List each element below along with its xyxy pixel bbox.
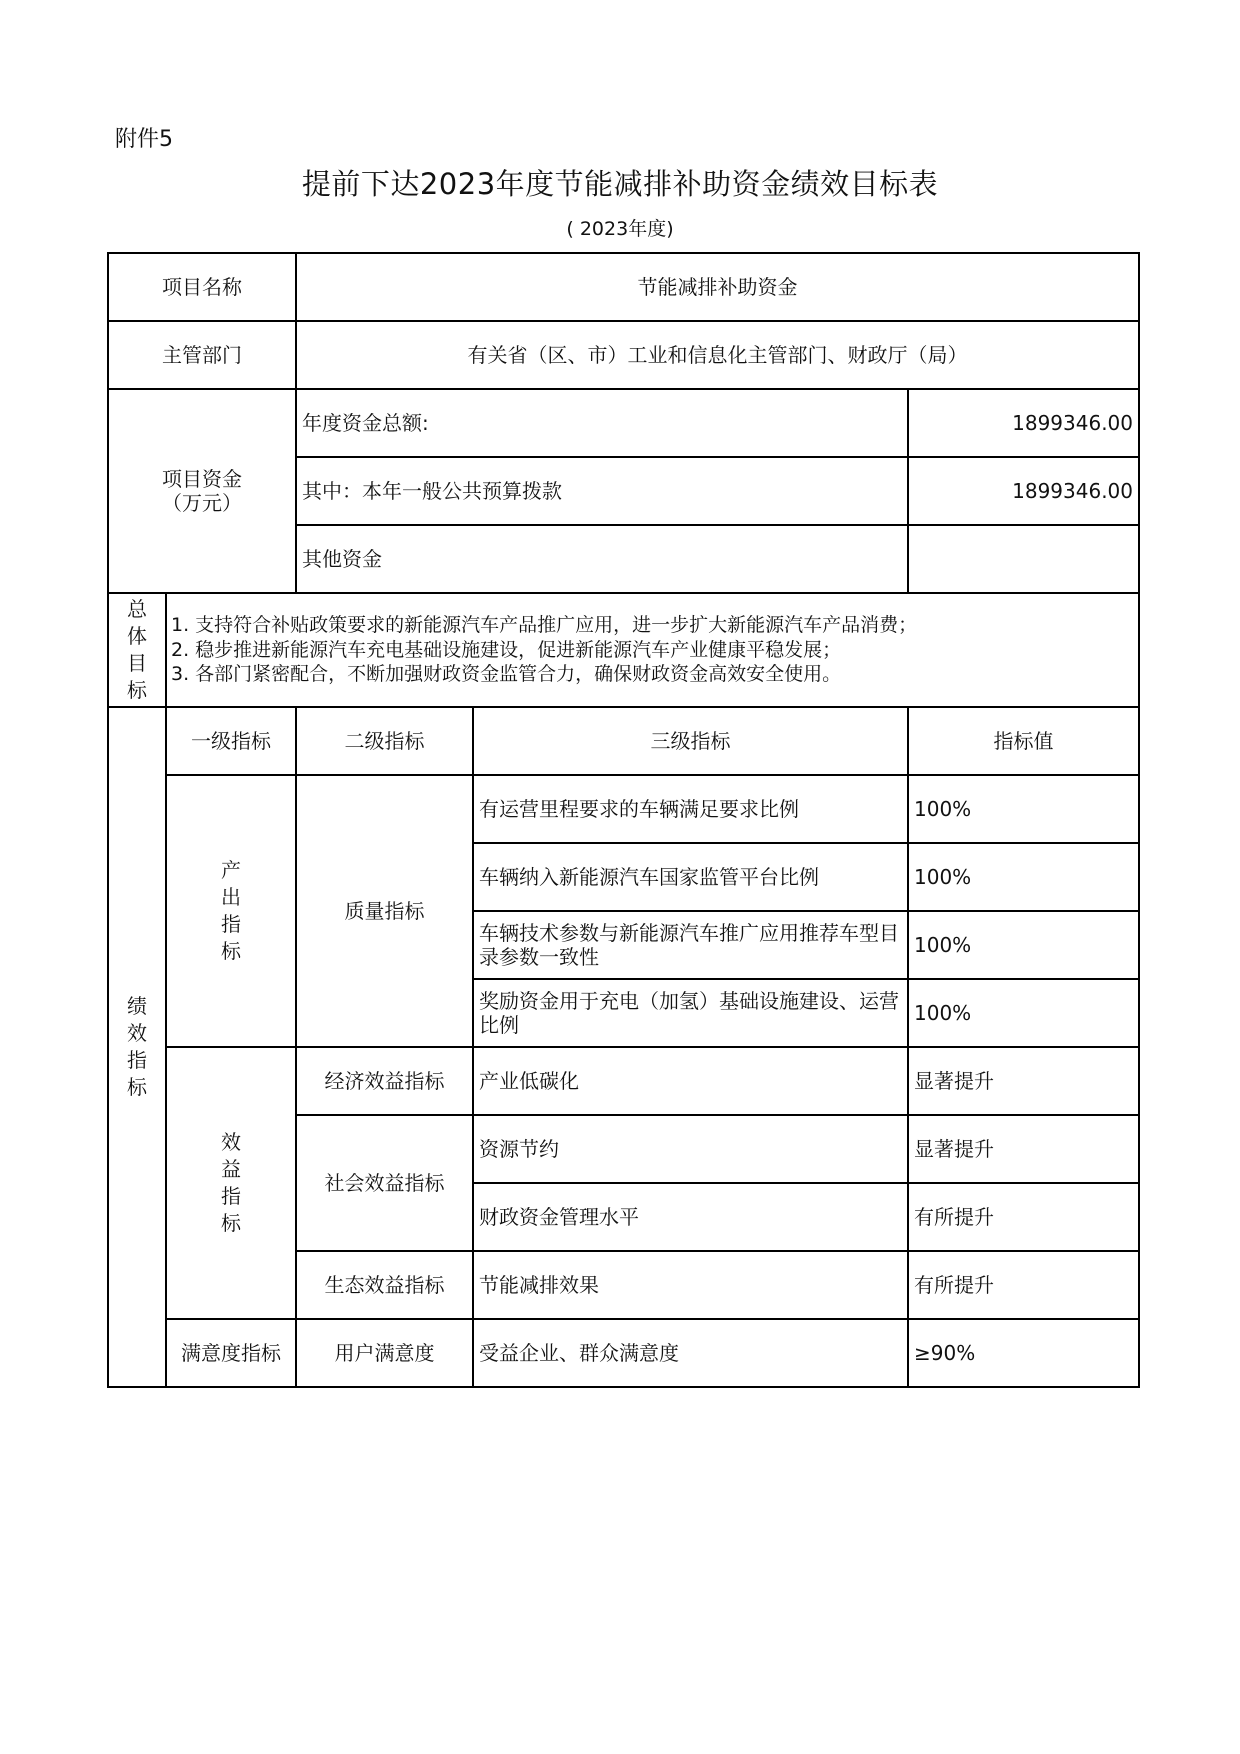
overall-goals-content — [166, 593, 1139, 707]
output-indicators-label: 产出指标 — [166, 775, 296, 1047]
header-value: 指标值 — [908, 707, 1139, 775]
fund-other-label: 其他资金 — [296, 525, 908, 593]
indicator-value: 有所提升 — [908, 1251, 1139, 1319]
indicator-name: 受益企业、群众满意度 — [473, 1319, 908, 1387]
indicator-value: ≥90% — [908, 1319, 1139, 1387]
table-row — [108, 775, 1139, 843]
indicator-header-row — [108, 707, 1139, 775]
project-name-value: 节能减排补助资金 — [296, 253, 1139, 321]
indicator-value: 100% — [908, 911, 1139, 979]
eco-benefit-label: 生态效益指标 — [296, 1251, 473, 1319]
project-fund-label — [108, 389, 296, 593]
indicator-name: 奖励资金用于充电（加氢）基础设施建设、运营比例 — [473, 979, 908, 1047]
social-benefit-label: 社会效益指标 — [296, 1115, 473, 1251]
indicator-value: 显著提升 — [908, 1047, 1139, 1115]
fund-budget-label: 其中：本年一般公共预算拨款 — [296, 457, 908, 525]
header-level2: 二级指标 — [296, 707, 473, 775]
indicator-name: 产业低碳化 — [473, 1047, 908, 1115]
satisfaction-indicators-label: 满意度指标 — [166, 1319, 296, 1387]
fund-total-label: 年度资金总额: — [296, 389, 908, 457]
indicator-value: 有所提升 — [908, 1183, 1139, 1251]
header-level1: 一级指标 — [166, 707, 296, 775]
indicator-name: 资源节约 — [473, 1115, 908, 1183]
table-row — [108, 1319, 1139, 1387]
indicator-name: 车辆纳入新能源汽车国家监管平台比例 — [473, 843, 908, 911]
indicator-name: 节能减排效果 — [473, 1251, 908, 1319]
attachment-label: 附件5 — [115, 127, 173, 152]
goal-item: 1. 支持符合补贴政策要求的新能源汽车产品推广应用，进一步扩大新能源汽车产品消费； — [171, 613, 918, 636]
overall-goals-label: 总体目标 — [108, 593, 166, 707]
user-satisfaction-label: 用户满意度 — [296, 1319, 473, 1387]
indicator-value: 100% — [908, 979, 1139, 1047]
goal-item: 3. 各部门紧密配合，不断加强财政资金监管合力，确保财政资金高效安全使用。 — [171, 663, 842, 686]
fund-other-value — [908, 525, 1139, 593]
department-label: 主管部门 — [108, 321, 296, 389]
indicator-value: 显著提升 — [908, 1115, 1139, 1183]
indicator-value: 100% — [908, 775, 1139, 843]
indicator-value: 100% — [908, 843, 1139, 911]
economic-benefit-label: 经济效益指标 — [296, 1047, 473, 1115]
fund-total-value: 1899346.00 — [908, 389, 1139, 457]
project-fund-label-line2: （万元） — [162, 491, 242, 515]
department-value: 有关省（区、市）工业和信息化主管部门、财政厅（局） — [296, 321, 1139, 389]
project-name-label: 项目名称 — [108, 253, 296, 321]
overall-goals-row — [108, 593, 1139, 707]
project-name-row — [108, 253, 1139, 321]
indicator-name: 有运营里程要求的车辆满足要求比例 — [473, 775, 908, 843]
document-title: 提前下达2023年度节能减排补助资金绩效目标表 — [301, 167, 939, 201]
document-subtitle: ( 2023年度) — [566, 218, 674, 240]
goal-item: 2. 稳步推进新能源汽车充电基础设施建设，促进新能源汽车产业健康平稳发展； — [171, 638, 842, 661]
fund-budget-value: 1899346.00 — [908, 457, 1139, 525]
performance-indicators-label: 绩效指标 — [108, 707, 166, 1387]
indicator-name: 车辆技术参数与新能源汽车推广应用推荐车型目录参数一致性 — [473, 911, 908, 979]
project-fund-label-line1: 项目资金 — [162, 467, 242, 491]
performance-target-table — [107, 252, 1140, 1388]
header-level3: 三级指标 — [473, 707, 908, 775]
department-row — [108, 321, 1139, 389]
indicator-name: 财政资金管理水平 — [473, 1183, 908, 1251]
benefit-indicators-label: 效益指标 — [166, 1047, 296, 1319]
quality-indicators-label: 质量指标 — [296, 775, 473, 1047]
fund-total-row — [108, 389, 1139, 457]
table-row — [108, 1047, 1139, 1115]
